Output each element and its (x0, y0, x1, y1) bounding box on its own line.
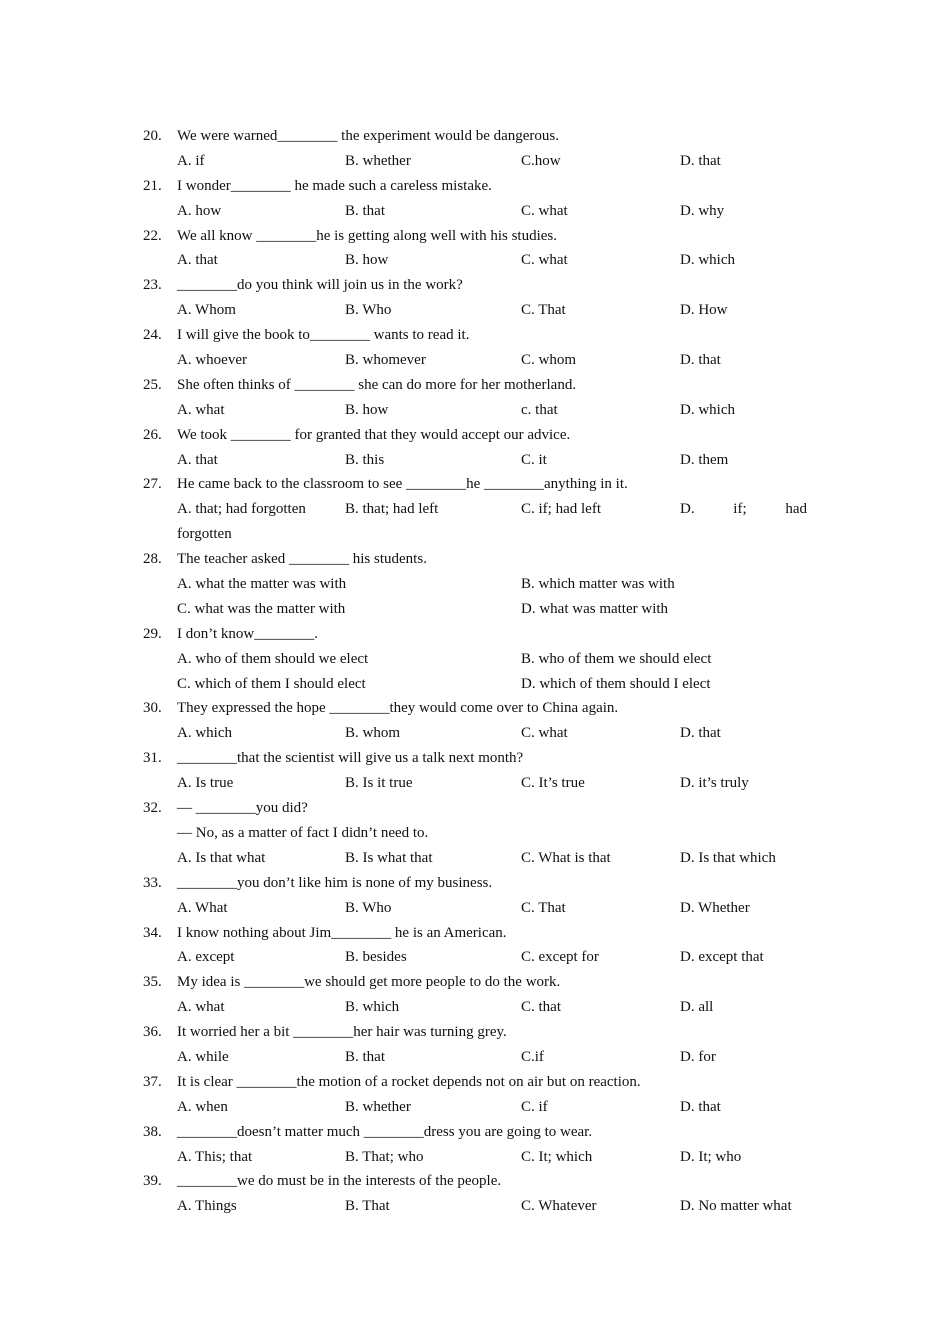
question-stem-line (0, 796, 950, 821)
answer-option: A. how (177, 202, 222, 219)
answer-option: A. which (177, 725, 232, 742)
answer-option: B. Is what that (345, 849, 433, 866)
options-line (0, 995, 950, 1020)
question-stem-line (0, 124, 950, 149)
answer-option: C.how (521, 152, 561, 169)
answer-option: C. what (521, 725, 568, 742)
question-stem-line (0, 696, 950, 721)
options-line (0, 721, 950, 746)
question-stem-line (0, 1020, 950, 1045)
dialogue-reply: — No, as a matter of fact I didn’t need to. (177, 824, 429, 841)
question-item (0, 423, 950, 473)
answer-option: A. that (177, 451, 218, 468)
question-stem: We took ________ for granted that they would accept our advice. (177, 426, 571, 443)
question-stem-line (0, 224, 950, 249)
question-item (0, 696, 950, 746)
answer-option: B. whom (345, 725, 401, 742)
answer-option: C. what (521, 252, 568, 269)
question-stem: ________you don’t like him is none of my business. (177, 874, 493, 891)
answer-option: C. which of them I should elect (177, 675, 366, 692)
answer-option: A. what (177, 401, 225, 418)
question-item (0, 1020, 950, 1070)
question-item (0, 472, 950, 547)
answer-option: D. that (680, 152, 721, 169)
answer-option: A. while (177, 1048, 229, 1065)
question-item (0, 323, 950, 373)
question-number: 32. (143, 800, 162, 817)
question-stem-line (0, 373, 950, 398)
answer-option: B. besides (345, 949, 407, 966)
answer-option: B. whether (345, 1098, 411, 1115)
options-line (0, 1145, 950, 1170)
options-line (0, 448, 950, 473)
answer-option: D. them (680, 451, 729, 468)
answer-option: A. This; that (177, 1148, 253, 1165)
answer-option: B. Who (345, 302, 392, 319)
question-stem-line (0, 622, 950, 647)
question-number: 29. (143, 625, 162, 642)
answer-option: C. It’s true (521, 775, 585, 792)
question-stem: He came back to the classroom to see ________he ________anything in it. (177, 476, 628, 493)
answer-option: B. Is it true (345, 775, 413, 792)
question-stem: We all know ________he is getting along well with his studies. (177, 227, 558, 244)
answer-option: A. Things (177, 1198, 237, 1215)
options-line (0, 846, 950, 871)
question-sheet (0, 124, 950, 1219)
answer-option: B. That; who (345, 1148, 424, 1165)
answer-option: D. why (680, 202, 725, 219)
answer-option: C. It; which (521, 1148, 593, 1165)
question-number: 30. (143, 700, 162, 717)
answer-option-d-continued: forgotten (177, 526, 232, 543)
question-stem: She often thinks of ________ she can do more for her motherland. (177, 376, 577, 393)
answer-option: C. whom (521, 352, 577, 369)
question-number: 22. (143, 227, 162, 244)
answer-option: D. that (680, 1098, 721, 1115)
answer-option: B. which matter was with (521, 576, 675, 593)
answer-option: A. when (177, 1098, 228, 1115)
options-line (0, 672, 950, 697)
question-item (0, 373, 950, 423)
question-item (0, 1169, 950, 1219)
question-stem: ________we do must be in the interests of the people. (177, 1173, 502, 1190)
answer-option: D. Is that which (680, 849, 776, 866)
question-stem: I wonder________ he made such a careless mistake. (177, 177, 492, 194)
options-continued-line (0, 522, 950, 547)
dialogue-reply-line (0, 821, 950, 846)
question-stem: My idea is ________we should get more people to do the work. (177, 974, 561, 991)
question-number: 26. (143, 426, 162, 443)
answer-option: C. what (521, 202, 568, 219)
question-number: 31. (143, 750, 162, 767)
question-item (0, 746, 950, 796)
question-number: 33. (143, 874, 162, 891)
answer-option: D. except that (680, 949, 764, 966)
answer-option: c. that (521, 401, 558, 418)
answer-option: C.if (521, 1048, 544, 1065)
question-number: 34. (143, 924, 162, 941)
question-stem-line (0, 970, 950, 995)
answer-option: C. Whatever (521, 1198, 597, 1215)
question-item (0, 124, 950, 174)
question-number: 28. (143, 551, 162, 568)
answer-option: B. which (345, 999, 400, 1016)
answer-option: B. this (345, 451, 385, 468)
answer-option: C. if; had left (521, 501, 601, 518)
answer-option: D. No matter what (680, 1198, 792, 1215)
question-stem-line (0, 472, 950, 497)
question-stem-line (0, 174, 950, 199)
question-stem: It worried her a bit ________her hair was turning grey. (177, 1024, 507, 1041)
answer-option: D. that (680, 352, 721, 369)
answer-option: C. that (521, 999, 561, 1016)
question-item (0, 224, 950, 274)
answer-option: B. that; had left (345, 501, 439, 518)
answer-option: B. how (345, 401, 389, 418)
question-number: 38. (143, 1123, 162, 1140)
question-stem-line (0, 273, 950, 298)
answer-option: A. who of them should we elect (177, 650, 369, 667)
answer-option: A. what (177, 999, 225, 1016)
question-stem: — ________you did? (177, 800, 308, 817)
answer-option: A. Is that what (177, 849, 266, 866)
answer-option: B. whether (345, 152, 411, 169)
question-number: 21. (143, 177, 162, 194)
question-number: 39. (143, 1173, 162, 1190)
answer-option: D. which (680, 401, 735, 418)
answer-option: D. Whether (680, 899, 750, 916)
question-stem: ________doesn’t matter much ________dress you are going to wear. (177, 1123, 593, 1140)
question-stem: I know nothing about Jim________ he is an American. (177, 924, 507, 941)
options-line (0, 199, 950, 224)
question-stem: I will give the book to________ wants to read it. (177, 327, 470, 344)
answer-option-d-part: if; (733, 501, 747, 518)
options-line (0, 597, 950, 622)
question-stem: I don’t know________. (177, 625, 318, 642)
answer-option: B. that (345, 1048, 385, 1065)
answer-option: D. what was matter with (521, 600, 669, 617)
answer-option: A. if (177, 152, 205, 169)
question-item (0, 622, 950, 697)
answer-option: D. it’s truly (680, 775, 749, 792)
answer-option: B. who of them we should elect (521, 650, 712, 667)
answer-option: C. what was the matter with (177, 600, 346, 617)
answer-option: D. How (680, 302, 728, 319)
options-line (0, 149, 950, 174)
answer-option: D. all (680, 999, 714, 1016)
question-number: 20. (143, 128, 162, 144)
question-stem: They expressed the hope ________they would come over to China again. (177, 700, 619, 717)
question-stem-line (0, 547, 950, 572)
answer-option-d (680, 497, 807, 522)
answer-option: B. whomever (345, 352, 426, 369)
answer-option: A. What (177, 899, 228, 916)
question-stem-line (0, 1120, 950, 1145)
options-line (0, 398, 950, 423)
answer-option: D. which of them should I elect (521, 675, 711, 692)
question-number: 37. (143, 1073, 162, 1090)
options-line (0, 248, 950, 273)
options-line (0, 945, 950, 970)
question-stem: ________do you think will join us in the work? (177, 277, 463, 294)
answer-option: D. that (680, 725, 721, 742)
question-stem-line (0, 323, 950, 348)
answer-option: A. what the matter was with (177, 576, 347, 593)
answer-option: D. which (680, 252, 735, 269)
question-stem: It is clear ________the motion of a rocket depends not on air but on reaction. (177, 1073, 641, 1090)
answer-option: C. it (521, 451, 547, 468)
answer-option: C. if (521, 1098, 548, 1115)
options-line (0, 348, 950, 373)
answer-option-d-part: had (785, 501, 807, 518)
answer-option: A. that; had forgotten (177, 501, 306, 518)
question-number: 27. (143, 476, 162, 493)
question-stem: ________that the scientist will give us a talk next month? (177, 750, 524, 767)
answer-option: B. how (345, 252, 389, 269)
question-item (0, 871, 950, 921)
question-item (0, 547, 950, 622)
answer-option: A. except (177, 949, 235, 966)
answer-option: B. Who (345, 899, 392, 916)
question-stem-line (0, 423, 950, 448)
options-line (0, 298, 950, 323)
answer-option: C. That (521, 302, 566, 319)
question-item (0, 273, 950, 323)
question-item (0, 921, 950, 971)
question-stem-line (0, 921, 950, 946)
answer-option: A. whoever (177, 352, 247, 369)
answer-option: C. What is that (521, 849, 611, 866)
options-line (0, 1194, 950, 1219)
question-stem-line (0, 871, 950, 896)
question-stem-line (0, 1169, 950, 1194)
answer-option: D. It; who (680, 1148, 742, 1165)
answer-option: C. except for (521, 949, 599, 966)
question-item (0, 174, 950, 224)
question-item (0, 796, 950, 871)
question-number: 25. (143, 376, 162, 393)
options-line (0, 647, 950, 672)
question-number: 36. (143, 1024, 162, 1041)
answer-option: B. That (345, 1198, 390, 1215)
question-number: 23. (143, 277, 162, 294)
options-line (0, 896, 950, 921)
question-number: 35. (143, 974, 162, 991)
answer-option: A. Whom (177, 302, 236, 319)
question-item (0, 970, 950, 1020)
question-item (0, 1070, 950, 1120)
options-line (0, 572, 950, 597)
question-stem: The teacher asked ________ his students. (177, 551, 427, 568)
answer-option: B. that (345, 202, 385, 219)
options-line (0, 1095, 950, 1120)
question-item (0, 1120, 950, 1170)
answer-option-d-part: D. (680, 501, 695, 518)
options-line (0, 497, 950, 522)
question-stem-line (0, 1070, 950, 1095)
question-stem-line (0, 746, 950, 771)
options-line (0, 771, 950, 796)
answer-option: C. That (521, 899, 566, 916)
answer-option: A. Is true (177, 775, 234, 792)
options-line (0, 1045, 950, 1070)
answer-option: D. for (680, 1048, 716, 1065)
question-number: 24. (143, 327, 162, 344)
answer-option: A. that (177, 252, 218, 269)
question-stem: We were warned________ the experiment would be dangerous. (177, 128, 560, 144)
